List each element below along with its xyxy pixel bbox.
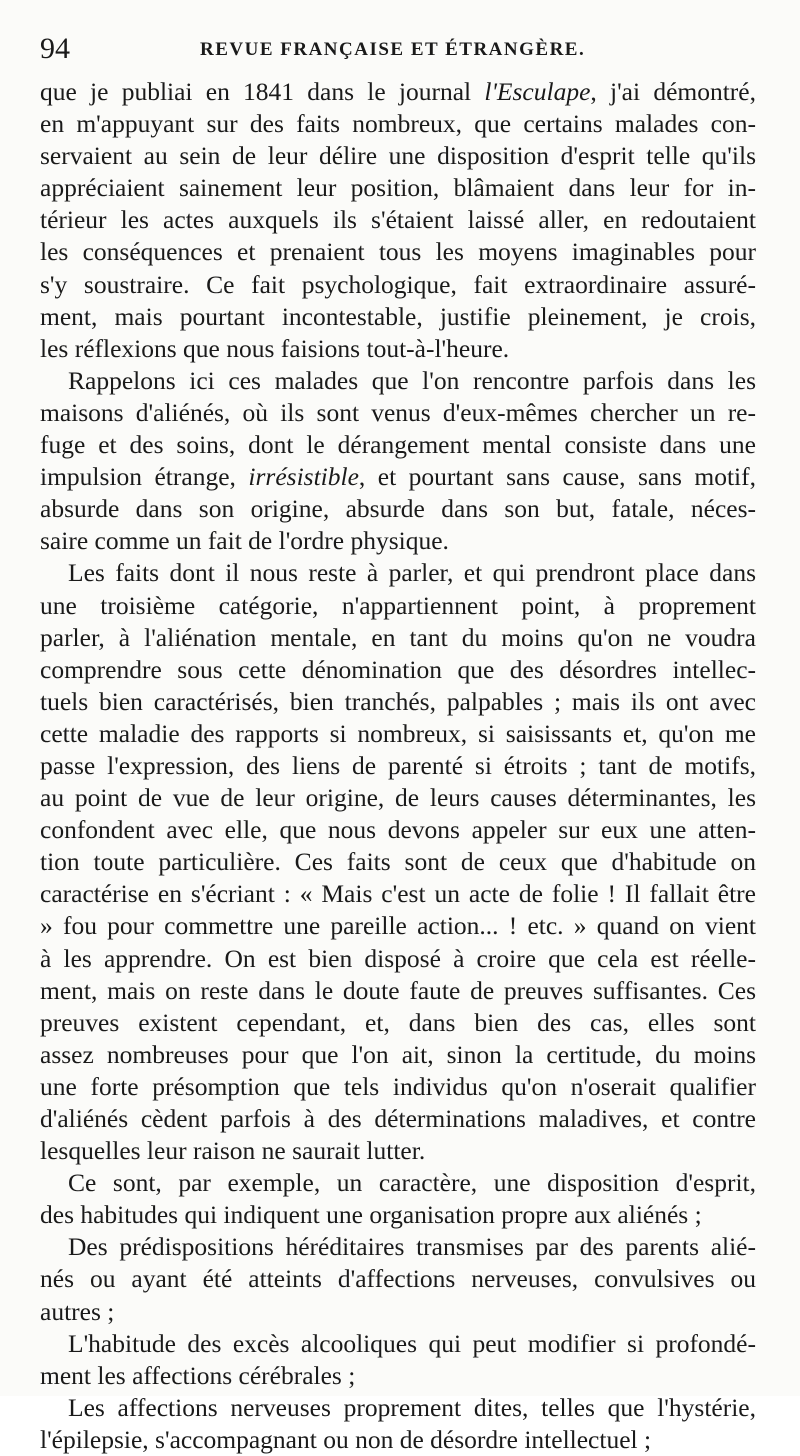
text-line: fuge et des soins, dont le dérangement mental consiste dans une [40, 430, 756, 460]
text-line: autres ; [40, 1296, 115, 1326]
text-line: confondent avec elle, que nous devons appeler sur eux une atten- [40, 815, 756, 845]
text-line: l'épilepsie, s'accompagnant ou non de désordre intellectuel ; [40, 1424, 652, 1454]
text-line: absurde dans son origine, absurde dans son but, fatale, néces- [40, 494, 756, 524]
text-line: une troisième catégorie, n'appartiennent point, à proprement [40, 590, 756, 620]
text-line: des habitudes qui indiquent une organisation propre aux aliénés ; [40, 1200, 702, 1230]
text-line: les réflexions que nous faisions tout-à-l'heure. [40, 333, 510, 363]
text-line: nés ou ayant été atteints d'affections nerveuses, convulsives ou [40, 1264, 756, 1294]
text-line: servaient au sein de leur délire une disposition d'esprit telle qu'ils [40, 141, 756, 171]
running-title: REVUE FRANÇAISE ET ÉTRANGÈRE. [200, 39, 586, 60]
text-line: térieur les actes auxquels ils s'étaient laissé aller, en redoutaient [40, 205, 756, 235]
text-line: L'habitude des excès alcooliques qui peut modifier si profondé- [68, 1328, 756, 1358]
text-line: comprendre sous cette dénomination que des désordres intellec- [40, 654, 756, 684]
text-line: une forte présomption que tels individus qu'on n'oserait qualifier [40, 1071, 756, 1101]
text-line: passe l'expression, des liens de parenté si étroits ; tant de motifs, [40, 750, 756, 780]
text-line: Les affections nerveuses proprement dites, telles que l'hystérie, [68, 1392, 756, 1422]
text-line: tion toute particulière. Ces faits sont de ceux que d'habitude on [40, 847, 756, 877]
text-line: que je publiai en 1841 dans le journal l'Esculape, j'ai démontré, [40, 77, 756, 106]
text-line: maisons d'aliénés, où ils sont venus d'eux-mêmes chercher un re- [40, 397, 756, 427]
text-line: preuves existent cependant, et, dans bien des cas, elles sont [40, 1007, 756, 1037]
text-line: ment, mais pourtant incontestable, justifie pleinement, je crois, [40, 301, 756, 331]
text-line: s'y soustraire. Ce fait psychologique, fait extraordinaire assuré- [40, 269, 756, 299]
text-line: assez nombreuses pour que l'on ait, sinon la certitude, du moins [40, 1039, 756, 1069]
text-line: cette maladie des rapports si nombreux, si saisissants et, qu'on me [40, 718, 756, 748]
text-line: lesquelles leur raison ne saurait lutter. [40, 1136, 426, 1166]
text-line: d'aliénés cèdent parfois à des déterminations maladives, et contre [40, 1104, 756, 1133]
text-line: Rappelons ici ces malades que l'on rencontre parfois dans les [68, 365, 756, 395]
text-line: au point de vue de leur origine, de leurs causes déterminantes, les [40, 783, 756, 813]
text-line: Ce sont, par exemple, un caractère, une disposition d'esprit, [68, 1168, 756, 1198]
text-line: saire comme un fait de l'ordre physique. [40, 526, 449, 556]
text-line: impulsion étrange, irrésistible, et pourtant sans cause, sans motif, [40, 462, 757, 492]
text-line: » fou pour commettre une pareille action... ! etc. » quand on vient [40, 911, 756, 941]
text-line: ment les affections cérébrales ; [40, 1360, 356, 1390]
text-line: les conséquences et prenaient tous les moyens imaginables pour [40, 237, 756, 267]
text-line: caractérise en s'écriant : « Mais c'est un acte de folie ! Il fallait être [40, 879, 756, 909]
text-line: parler, à l'aliénation mentale, en tant du moins qu'on ne voudra [40, 622, 756, 652]
text-line: Les faits dont il nous reste à parler, et qui prendront place dans [68, 558, 756, 588]
text-line: Des prédispositions héréditaires transmises par des parents alié- [68, 1232, 756, 1262]
text-line: en m'appuyant sur des faits nombreux, que certains malades con- [40, 109, 756, 139]
text-line: tuels bien caractérisés, bien tranchés, palpables ; mais ils ont avec [40, 686, 756, 716]
text-line: ment, mais on reste dans le doute faute de preuves suffisantes. Ces [40, 975, 756, 1005]
page-number: 94 [40, 32, 70, 65]
body-text [40, 76, 756, 1456]
text-line: appréciaient sainement leur position, blâmaient dans leur for in- [40, 173, 756, 203]
text-line: à les apprendre. On est bien disposé à croire que cela est réelle- [40, 943, 756, 973]
page-header [40, 32, 770, 72]
